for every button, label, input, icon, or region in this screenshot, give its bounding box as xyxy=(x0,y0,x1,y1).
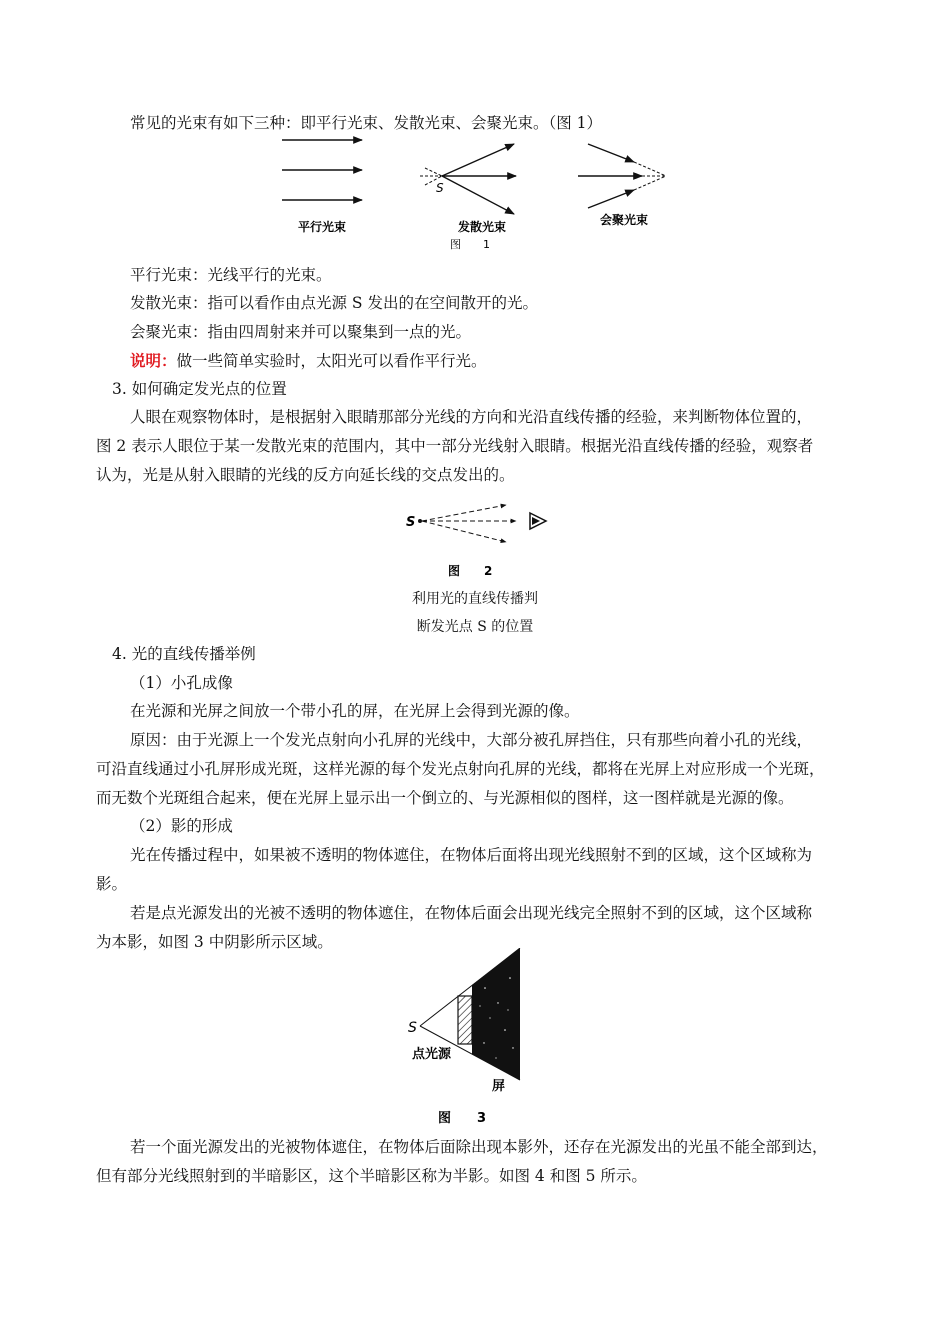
umbra-para-line-1: 若是点光源发出的光被不透明的物体遮住，在物体后面会出现光线完全照射不到的区域，这个区域称 xyxy=(130,904,813,922)
convergent-beam-label: 会聚光束 xyxy=(600,213,649,227)
figure-2-caption: 图 2 xyxy=(448,564,493,578)
s-label-fig2: S xyxy=(406,515,416,530)
figure-1-caption: 图 1 xyxy=(450,238,490,251)
sec3-para-line-3: 认为，光是从射入眼睛的光线的反方向延长线的交点发出的。 xyxy=(96,466,515,484)
figure-3 xyxy=(400,948,540,1128)
def-converge: 会聚光束：指由四周射来并可以聚集到一点的光。 xyxy=(130,323,472,341)
pinhole-para: 在光源和光屏之间放一个带小孔的屏，在光屏上会得到光源的像。 xyxy=(130,702,580,720)
reason-line-3: 而无数个光斑组合起来，便在光屏上显示出一个倒立的、与光源相似的图样，这一图样就是光源的像。 xyxy=(96,789,794,807)
umbra-para-line-2: 为本影，如图 3 中阴影所示区域。 xyxy=(96,933,333,951)
def-diverge: 发散光束：指可以看作由点光源 S 发出的在空间散开的光。 xyxy=(130,294,538,312)
parallel-beam-diagram xyxy=(282,140,362,200)
penumbra-para-line-2: 但有部分光线照射到的半暗影区，这个半暗影区称为半影。如图 4 和图 5 所示。 xyxy=(96,1167,647,1185)
section-3-heading: 3. 如何确定发光点的位置 xyxy=(112,380,287,398)
sub-heading-shadow: （2）影的形成 xyxy=(130,817,233,835)
s-label-fig1: S xyxy=(436,181,444,195)
reason-line-2: 可沿直线通过小孔屏形成光斑，这样光源的每个发光点射向孔屏的光线，都将在光屏上对应形成一个光斑， xyxy=(96,760,825,778)
penumbra-para-line-1: 若一个面光源发出的光被物体遮住，在物体后面除出现本影外，还存在光源发出的光虽不能全部到达， xyxy=(130,1138,828,1156)
intro-text: 常见的光束有如下三种：即平行光束、发散光束、会聚光束。（图 1） xyxy=(130,114,603,132)
fig2-subcaption-1: 利用光的直线传播判 xyxy=(412,591,538,607)
sec3-para-line-1: 人眼在观察物体时，是根据射入眼睛那部分光线的方向和光沿直线传播的经验，来判断物体位置的， xyxy=(130,408,813,426)
reason-line-1: 原因：由于光源上一个发光点射向小孔屏的光线中，大部分被孔屏挡住，只有那些向着小孔的光线， xyxy=(130,731,813,749)
shadow-para-line-1: 光在传播过程中，如果被不透明的物体遮住，在物体后面将出现光线照射不到的区域，这个区域称为 xyxy=(130,846,813,864)
sec3-para-line-2: 图 2 表示人眼位于某一发散光束的范围内，其中一部分光线射入眼睛。根据光沿直线传播的经验，观察者 xyxy=(96,437,814,455)
figure-3-caption: 图 3 xyxy=(438,1111,487,1126)
note-text: 做一些简单实验时，太阳光可以看作平行光。 xyxy=(176,352,487,370)
figure-1 xyxy=(270,132,690,254)
figure-2 xyxy=(400,500,560,582)
point-source-label: 点光源 xyxy=(412,1047,452,1062)
divergent-beam-label: 发散光束 xyxy=(458,220,507,234)
eye-icon xyxy=(530,513,546,529)
note-label: 说明： xyxy=(130,351,177,370)
screen-label: 屏 xyxy=(492,1079,506,1094)
parallel-beam-label: 平行光束 xyxy=(298,220,347,234)
note-line xyxy=(130,350,487,372)
divergent-beam-diagram xyxy=(420,144,516,214)
fig2-subcaption-2: 断发光点 S 的位置 xyxy=(416,619,534,635)
s-label-fig3: S xyxy=(408,1020,417,1036)
sub-heading-pinhole: （1）小孔成像 xyxy=(130,674,233,692)
shadow-para-line-2: 影。 xyxy=(96,875,128,893)
convergent-beam-diagram xyxy=(578,144,666,208)
section-4-heading: 4. 光的直线传播举例 xyxy=(112,645,256,663)
def-parallel: 平行光束：光线平行的光束。 xyxy=(130,266,332,284)
